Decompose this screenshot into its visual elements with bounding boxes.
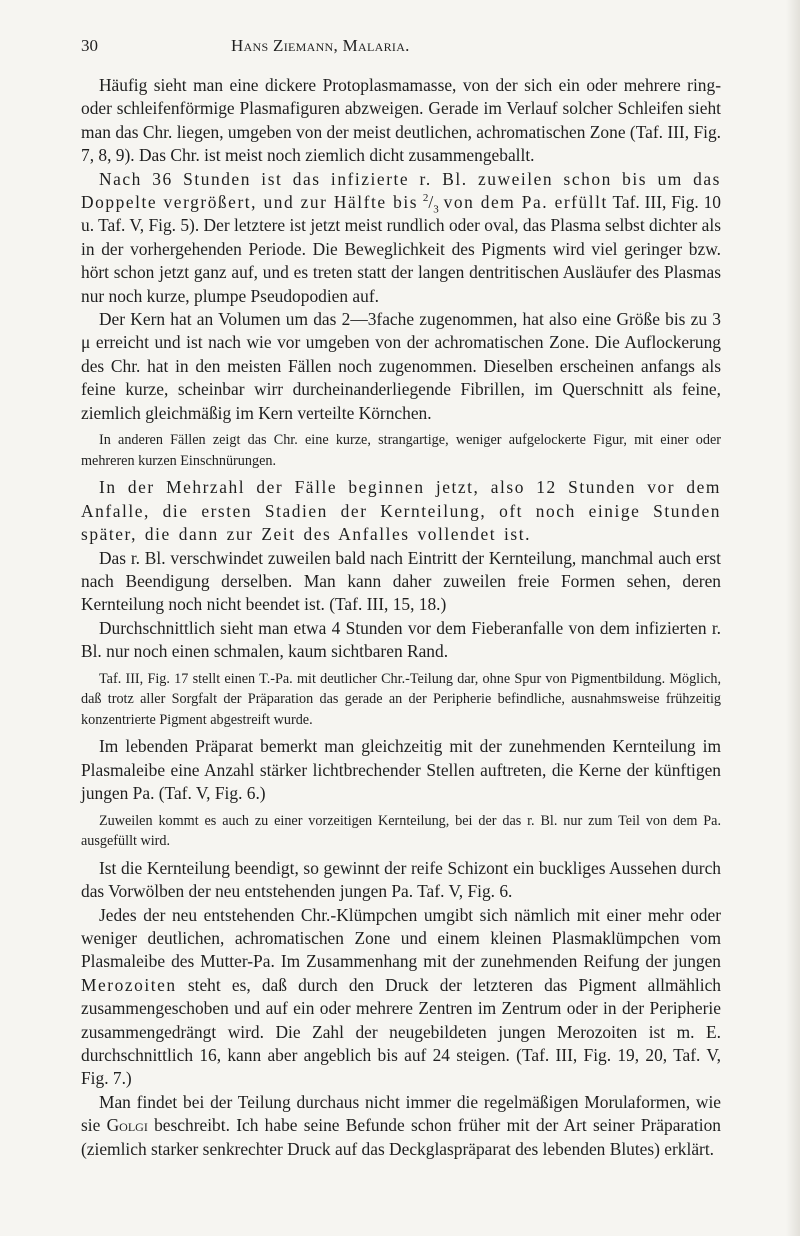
paragraph-4: In der Mehrzahl der Fälle beginnen jetzt, also 12 Stunden vor dem Anfalle, die ersten Stadien der Kernteilung, oft noch einige Stunden später, die dann zur Zeit des Anfalles vollendet ist.: [81, 477, 721, 545]
paragraph-5: Das r. Bl. verschwindet zuweilen bald nach Eintritt der Kernteilung, manchmal auch erst nach Beendigung derselben. Man kann daher zuweilen freie Formen sehen, deren Kernteilung noch nicht beendet ist. (Taf. III, 15, 18.): [81, 547, 721, 615]
paragraph-10-part-1: Man findet bei der Teilung durchaus nicht immer die regelmäßigen Morulaformen, wie sie: [81, 1091, 721, 1136]
paragraph-6: Durchschnittlich sieht man etwa 4 Stunden vor dem Fieberanfalle von dem infizierten r. Bl. nur noch einen schmalen, kaum sichtbaren Rand.: [81, 617, 721, 662]
paragraph-2-rest: Taf. III, Fig. 10 u. Taf. V, Fig. 5). Der letztere ist jetzt meist rundlich oder oval, das Plasma selbst dichter als in der vorhergehenden Periode. Die Beweglichkeit des Pigments wird viel geringer bzw. hört schon jetzt ganz auf, und es treten statt der langen dentritischen Ausläufer des Plasmas nur noch kurze, plumpe Pseudopodien auf.: [81, 192, 722, 306]
running-title: Hans Ziemann, Malaria.: [231, 36, 410, 55]
small-note-2: Taf. III, Fig. 17 stellt einen T.-Pa. mit deutlicher Chr.-Teilung dar, ohne Spur von Pigmentbildung. Möglich, daß trotz aller Sorgfalt der Präparation das gerade an der Peripherie befindliche, ausnahmsweise frühzeitig konzentrierte Pigment abgestreift wurde.: [81, 670, 721, 728]
fraction-denominator: 3: [433, 203, 439, 216]
page-number: 30: [81, 36, 98, 55]
fraction-numerator: 2: [422, 192, 429, 205]
spaced-term: Merozoiten: [81, 974, 177, 995]
paragraph-1: Häufig sieht man eine dickere Protoplasmamasse, von der sich ein oder mehrere ring- oder schleifenförmige Plasmafiguren abzweigen. Gerade im Verlauf solcher Schleifen sieht man das Chr. liegen, umgeben von der meist deutlichen, achromatischen Zone (Taf. III, Fig. 7, 8, 9). Das Chr. ist meist noch ziemlich dicht zusammengeballt.: [81, 75, 721, 166]
spaced-lead-text-2: von dem Pa. erfüllt: [443, 192, 608, 213]
paragraph-9-part-1: Jedes der neu entstehenden Chr.-Klümpchen umgibt sich nämlich mit einer mehr oder weniger deutlichen, achromatischen Zone und einem kleinen Plasmaklümpchen vom Plasmaleibe des Mutter-Pa. Im Zusammenhang mit der zunehmenden Reifung der jungen: [81, 904, 721, 972]
book-page: [81, 36, 721, 1161]
small-note-1: In anderen Fällen zeigt das Chr. eine kurze, strangartige, weniger aufgelockerte Figur, mit einer oder mehreren kurzen Einschnürungen.: [81, 432, 721, 469]
paragraph-3: Der Kern hat an Volumen um das 2—3fache zugenommen, hat also eine Größe bis zu 3 μ erreicht und ist nach wie vor umgeben von der achromatischen Zone. Die Auflockerung des Chr. hat in den meisten Fällen noch zugenommen. Dieselben erscheinen anfangs als feine kurze, scheinbar wirr durcheinanderliegende Fibrillen, im Querschnitt als feine, ziemlich gleichmäßig im Kern verteilte Körnchen.: [81, 309, 721, 423]
body-text: [81, 74, 721, 1161]
page-edge-shadow: [786, 0, 800, 1236]
spaced-lead-text: Nach 36 Stunden ist das infizierte r. Bl. zuweilen schon bis um das Doppelte vergrößert, und zur Hälfte bis: [81, 168, 721, 213]
small-note-3: Zuweilen kommt es auch zu einer vorzeitigen Kernteilung, bei der das r. Bl. nur zum Teil von dem Pa. ausgefüllt wird.: [81, 812, 721, 850]
author-name: Golgi: [106, 1115, 148, 1136]
paragraph-9: [81, 904, 721, 1091]
paragraph-9-part-2: steht es, daß durch den Druck der letzteren das Pigment allmählich zusammengeschoben und auf ein oder mehrere Zentren im Zentrum oder in der Peripherie zusammengedrängt wird. Die Zahl der neugebildeten jungen Merozoiten ist m. E. durchschnittlich 16, kann aber angeblich bis auf 24 steigen. (Taf. III, Fig. 19, 20, Taf. V, Fig. 7.): [81, 974, 722, 1089]
paragraph-2: Nach 36 Stunden ist das infizierte r. Bl. zuweilen schon bis um das Doppelte vergrößert, und zur Hälfte bis $^2/_3$ von dem Pa. erfüllt Taf. III, Fig. 10 u. Taf. V, Fig. 5). Der letztere ist jetzt meist rundlich oder oval, das Plasma selbst dichter als in der vorhergehenden Periode. Die Beweglichkeit des Pigments wird viel geringer bzw. hört schon jetzt ganz auf, und es treten statt der langen dentritischen Ausläufer des Plasmas nur noch kurze, plumpe Pseudopodien auf.: [81, 168, 722, 306]
paragraph-10-part-2: beschreibt. Ich habe seine Befunde schon früher mit der Art seiner Präparation (ziemlich starker senkrechter Druck auf das Deckglaspräparat des lebenden Blutes) erklärt.: [81, 1115, 721, 1159]
paragraph-8: Ist die Kernteilung beendigt, so gewinnt der reife Schizont ein buckliges Aussehen durch das Vorwölben der neu entstehenden jungen Pa. Taf. V, Fig. 6.: [81, 857, 721, 902]
running-header: [81, 36, 721, 64]
paragraph-7: Im lebenden Präparat bemerkt man gleichzeitig mit der zunehmenden Kernteilung im Plasmaleibe eine Anzahl stärker lichtbrechender Stellen auftreten, die Kerne der künftigen jungen Pa. (Taf. V, Fig. 6.): [81, 736, 721, 804]
paragraph-10: [81, 1091, 721, 1161]
